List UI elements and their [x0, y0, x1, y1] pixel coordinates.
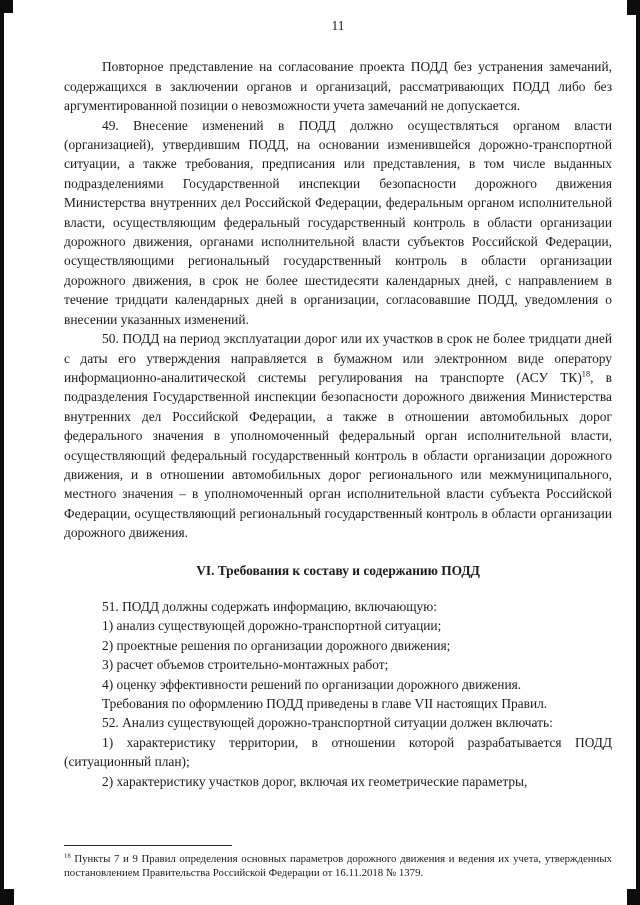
list-item-52-1: 1) характеристику территории, в отношении которой разрабатывается ПОДД (ситуационный план);	[64, 734, 612, 770]
list-item-52-2: 2) характеристику участков дорог, включая их геометрические параметры,	[102, 773, 528, 789]
footnote-marker: 18	[64, 852, 71, 860]
section-heading-vi: VI. Требования к составу и содержанию ПОДД	[196, 562, 480, 578]
paragraph-50	[64, 329, 612, 542]
list-item-51-3: 3) расчет объемов строительно-монтажных работ;	[102, 657, 389, 673]
page-content	[64, 16, 612, 791]
scan-edge-right	[636, 0, 640, 905]
paragraph-50-text-continued: , в подразделения Государственной инспекции безопасности дорожного движения Министерства внутренних дел Российской Федерации, а также в отношении автомобильных дорог федерального значения в уполномоченный федеральный орган исполнительной власти, осуществляющий федеральный государственный контроль в области организации дорожного движения, и в отношении автомобильных дорог регионального или межмуниципального, местного значения – в уполномоченный орган исполнительной власти субъекта Российской Федерации, осуществляющий региональный государственный контроль в области организации дорожного движения.	[64, 369, 612, 541]
scan-corner-top-left	[0, 0, 13, 13]
footnote-area	[64, 845, 612, 881]
paragraph-intro: Повторное представление на согласование проекта ПОДД без устранения замечаний, содержащихся в заключении органов и организаций, рассматривающих ПОДД либо без аргументированной позиции о невозможности учета замечаний не допускается.	[64, 59, 612, 114]
footnote-text	[64, 852, 612, 881]
list-item-51-4: 4) оценку эффективности решений по организации дорожного движения.	[102, 676, 522, 692]
scan-edge-left	[0, 0, 4, 905]
paragraph-requirements: Требования по оформлению ПОДД приведены в главе VII настоящих Правил.	[102, 696, 548, 711]
paragraph-52: 52. Анализ существующей дорожно-транспортной ситуации должен включать:	[102, 715, 553, 731]
list-item-51-1: 1) анализ существующей дорожно-транспортной ситуации;	[102, 618, 442, 634]
scan-corner-bottom-left	[0, 889, 14, 905]
scan-corner-top-right	[627, 0, 640, 15]
page-number: 11	[331, 18, 345, 33]
paragraph-51: 51. ПОДД должны содержать информацию, включающую:	[102, 598, 437, 614]
footnote-body: Пункты 7 и 9 Правил определения основных параметров дорожного движения и ведения их учета, утвержденных постановлением Правительства Российской Федерации от 16.11.2018 № 1379.	[64, 852, 612, 880]
scan-corner-bottom-right	[627, 889, 640, 905]
footnote-reference-18: 18	[581, 369, 591, 379]
paragraph-49: 49. Внесение изменений в ПОДД должно осуществляться органом власти (организацией), утвердившим ПОДД, на основании изменившейся дорожно-транспортной ситуации, а также требования, предписания или представления, в том числе выданных подразделениями Государственной инспекции безопасности дорожного движения Министерства внутренних дел Российской Федерации, федеральным органом исполнительной власти, осуществляющим федеральный государственный контроль в области организации дорожного движения, органами исполнительной власти субъектов Российской Федерации, осуществляющими региональный государственный контроль в области организации дорожного движения, в срок не более шестидесяти календарных дней, с направлением в течение тридцати календарных дней в организации, согласовавшие ПОДД, уведомления о внесении указанных изменений.	[64, 117, 612, 327]
list-item-51-2: 2) проектные решения по организации дорожного движения;	[102, 637, 451, 653]
footnote-separator	[64, 845, 232, 846]
paragraph-50-text: 50. ПОДД на период эксплуатации дорог или их участков в срок не более тридцати дней с даты его утверждения направляется в бумажном или электронном виде оператору информационно-аналитической системы регулирования на транспорте (АСУ ТК)	[64, 331, 612, 385]
